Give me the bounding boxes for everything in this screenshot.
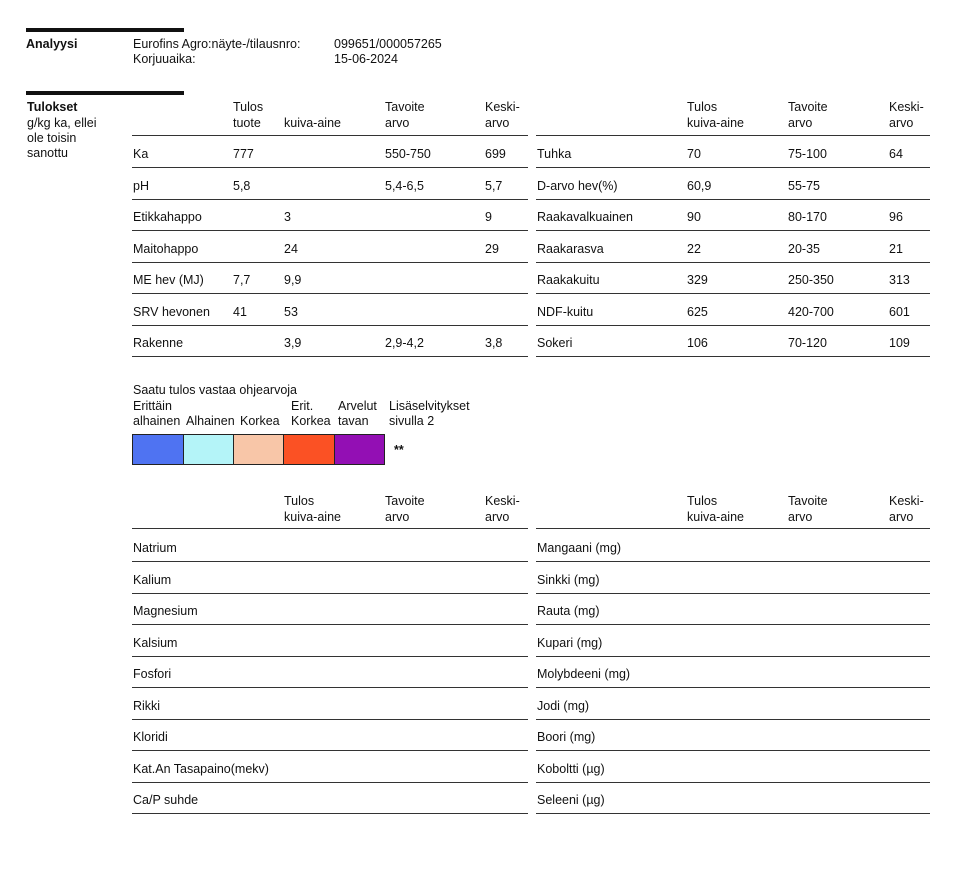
sample-number-value: 099651/000057265 — [334, 37, 442, 51]
t2-left-row-rule — [132, 624, 528, 625]
t2-left-row-name: Magnesium — [133, 604, 198, 618]
t2-right-row-rule — [536, 656, 930, 657]
t1-left-row-tuote: 41 — [233, 304, 247, 319]
legend-title: Saatu tulos vastaa ohjearvoja — [133, 383, 297, 397]
t1-left-row-kuiva: 3 — [284, 210, 291, 224]
t1-right-row-tavoite: 70-120 — [788, 336, 827, 350]
t1-right-row-tulos: 625 — [687, 304, 708, 319]
t1-right-row-rule — [536, 293, 930, 294]
t1-right-row-rule — [536, 262, 930, 263]
t2-right-row-name: Jodi (mg) — [537, 698, 590, 713]
t1-left-row-tavoite: 2,9-4,2 — [385, 336, 424, 350]
t1-right-row-tulos: 106 — [687, 336, 708, 350]
t1-right-header-rule — [536, 135, 930, 136]
t1-left-row-tavoite: 550-750 — [385, 147, 431, 161]
t2-right-row-rule — [536, 561, 930, 562]
t2-left-row-rule — [132, 687, 528, 688]
t2-left-row-name: Kloridi — [133, 730, 168, 744]
t1-left-header-tavoite: Tavoite arvo — [385, 100, 425, 130]
legend-label-lisaselvitykset: Lisäselvitykset sivulla 2 — [389, 399, 470, 428]
legend-label-erittain-alhainen: Erittäin alhainen — [133, 399, 181, 428]
t1-right-row-keski: 96 — [889, 210, 903, 224]
t2-right-row-name: Sinkki (mg) — [537, 572, 600, 587]
t1-left-row-kuiva: 24 — [284, 241, 298, 256]
t1-left-row-name: Etikkahappo — [133, 210, 202, 224]
t2-right-row-rule — [536, 593, 930, 594]
legend-swatch-erittain-alhainen — [132, 434, 184, 465]
legend-label-korkea: Korkea — [240, 414, 280, 428]
t1-right-row-name: Raakakuitu — [537, 273, 600, 287]
t1-right-row-rule — [536, 167, 930, 168]
t1-left-header-keski: Keski- arvo — [485, 100, 520, 130]
t1-left-row-rule — [132, 325, 528, 326]
t1-left-row-tavoite: 5,4-6,5 — [385, 178, 424, 193]
t1-right-header-tavoite: Tavoite arvo — [788, 100, 828, 130]
t1-left-row-tuote: 777 — [233, 147, 254, 161]
t2-left-row-name: Kalsium — [133, 635, 178, 650]
legend-swatch-arvelut-tavan — [334, 434, 385, 465]
t2-right-header-tavoite: Tavoite arvo — [788, 494, 828, 524]
tulokset-unit-line-1: g/kg ka, ellei — [27, 116, 97, 130]
t2-left-row-name: Ca/P suhde — [133, 793, 199, 807]
t1-left-row-name: SRV hevonen — [133, 304, 210, 319]
t2-right-row-rule — [536, 719, 930, 720]
t2-right-row-name: Molybdeeni (mg) — [537, 667, 631, 681]
t2-left-row-rule — [132, 656, 528, 657]
t2-right-row-name: Koboltti (µg) — [537, 761, 605, 776]
t1-left-row-rule — [132, 167, 528, 168]
analyysi-label: Analyysi — [26, 37, 78, 51]
t1-right-row-rule — [536, 325, 930, 326]
t1-left-row-tuote: 5,8 — [233, 178, 251, 193]
analyysi-top-rule — [26, 28, 184, 32]
t1-right-row-keski: 21 — [889, 241, 903, 256]
t1-right-row-name: Raakavalkuainen — [537, 210, 633, 224]
t1-right-row-rule — [536, 356, 930, 357]
t1-right-row-tulos: 90 — [687, 210, 701, 224]
t1-right-row-tulos: 60,9 — [687, 178, 712, 193]
t1-left-row-name: Maitohappo — [133, 241, 199, 256]
t2-left-row-rule — [132, 561, 528, 562]
legend-label-arvelut-tavan: Arvelut tavan — [338, 399, 377, 428]
t1-left-row-keski: 699 — [485, 147, 506, 161]
t1-left-row-tuote: 7,7 — [233, 273, 251, 287]
t1-right-row-keski: 313 — [889, 273, 910, 287]
t2-left-row-name: Rikki — [133, 698, 161, 713]
t2-right-header-rule — [536, 528, 930, 529]
t2-right-row-name: Boori (mg) — [537, 730, 596, 744]
t2-right-row-rule — [536, 782, 930, 783]
t2-right-header-keski: Keski- arvo — [889, 494, 924, 524]
harvest-time-value: 15-06-2024 — [334, 52, 398, 66]
t2-right-row-rule — [536, 813, 930, 814]
t1-left-row-rule — [132, 230, 528, 231]
t1-right-row-name: Sokeri — [537, 336, 573, 350]
t1-left-row-keski: 29 — [485, 241, 499, 256]
t1-right-row-rule — [536, 230, 930, 231]
t2-left-row-name: Fosfori — [133, 667, 172, 681]
t2-right-row-rule — [536, 624, 930, 625]
t1-right-row-keski: 601 — [889, 304, 910, 319]
t1-left-row-name: pH — [133, 178, 149, 193]
t1-right-header-keski: Keski- arvo — [889, 100, 924, 130]
t2-left-row-name: Kat.An Tasapaino(mekv) — [133, 761, 269, 776]
t2-left-row-rule — [132, 719, 528, 720]
t1-left-header-kuiva: kuiva-aine — [284, 116, 341, 130]
t1-left-row-name: Ka — [133, 147, 149, 161]
t2-left-header-rule — [132, 528, 528, 529]
t1-left-row-kuiva: 9,9 — [284, 273, 302, 287]
tulokset-unit-line-3: sanottu — [27, 146, 69, 160]
t1-right-header-tulos: Tulos kuiva-aine — [687, 100, 744, 130]
t2-right-row-rule — [536, 750, 930, 751]
t2-left-header-tulos: Tulos kuiva-aine — [284, 494, 341, 524]
tulokset-top-rule — [26, 91, 184, 95]
t2-left-row-rule — [132, 813, 528, 814]
t2-left-row-rule — [132, 750, 528, 751]
t1-right-row-tavoite: 55-75 — [788, 178, 820, 193]
t1-left-header-tulos: Tulos tuote — [233, 100, 264, 130]
t2-left-row-rule — [132, 782, 528, 783]
t1-right-row-name: Tuhka — [537, 147, 572, 161]
legend-stars: ** — [394, 443, 404, 457]
t1-left-row-keski: 3,8 — [485, 336, 503, 350]
tulokset-label: Tulokset — [27, 100, 78, 114]
t1-left-row-rule — [132, 356, 528, 357]
t1-right-row-name: D-arvo hev(%) — [537, 178, 618, 193]
t1-left-row-rule — [132, 199, 528, 200]
t1-left-row-kuiva: 3,9 — [284, 336, 302, 350]
legend-label-erit-korkea: Erit. Korkea — [291, 399, 331, 428]
t1-left-row-kuiva: 53 — [284, 304, 298, 319]
t2-right-row-name: Seleeni (µg) — [537, 793, 605, 807]
harvest-time-label: Korjuuaika: — [133, 52, 196, 66]
t1-right-row-tavoite: 250-350 — [788, 273, 834, 287]
t2-right-row-rule — [536, 687, 930, 688]
sample-number-label: Eurofins Agro:näyte-/tilausnro: — [133, 37, 301, 51]
legend-swatch-alhainen — [183, 434, 234, 465]
t1-left-row-rule — [132, 293, 528, 294]
t1-right-row-name: NDF-kuitu — [537, 304, 594, 319]
t1-right-row-tavoite: 420-700 — [788, 304, 834, 319]
t1-right-row-tavoite: 20-35 — [788, 241, 820, 256]
t1-right-row-tavoite: 80-170 — [788, 210, 827, 224]
tulokset-unit-line-2: ole toisin — [27, 131, 77, 145]
t1-left-row-keski: 9 — [485, 210, 492, 224]
t1-left-row-rule — [132, 262, 528, 263]
t1-right-row-tulos: 22 — [687, 241, 701, 256]
t1-left-header-rule — [132, 135, 528, 136]
legend-label-alhainen: Alhainen — [186, 414, 235, 428]
t1-right-row-tulos: 70 — [687, 147, 701, 161]
t2-left-row-rule — [132, 593, 528, 594]
t2-left-header-tavoite: Tavoite arvo — [385, 494, 425, 524]
t1-right-row-tulos: 329 — [687, 273, 708, 287]
t1-right-row-keski: 109 — [889, 336, 910, 350]
t1-right-row-name: Raakarasva — [537, 241, 604, 256]
t1-right-row-tavoite: 75-100 — [788, 147, 827, 161]
t2-right-header-tulos: Tulos kuiva-aine — [687, 494, 744, 524]
t2-left-header-keski: Keski- arvo — [485, 494, 520, 524]
t2-right-row-name: Rauta (mg) — [537, 604, 600, 618]
t2-left-row-name: Natrium — [133, 541, 177, 555]
t1-right-row-keski: 64 — [889, 147, 903, 161]
t1-left-row-name: ME hev (MJ) — [133, 273, 204, 287]
t2-right-row-name: Kupari (mg) — [537, 635, 603, 650]
t1-left-row-keski: 5,7 — [485, 178, 503, 193]
legend-swatch-korkea — [233, 434, 284, 465]
legend-swatch-erit-korkea — [283, 434, 335, 465]
t2-right-row-name: Mangaani (mg) — [537, 541, 622, 555]
t1-right-row-rule — [536, 199, 930, 200]
t1-left-row-name: Rakenne — [133, 336, 184, 350]
t2-left-row-name: Kalium — [133, 572, 172, 587]
